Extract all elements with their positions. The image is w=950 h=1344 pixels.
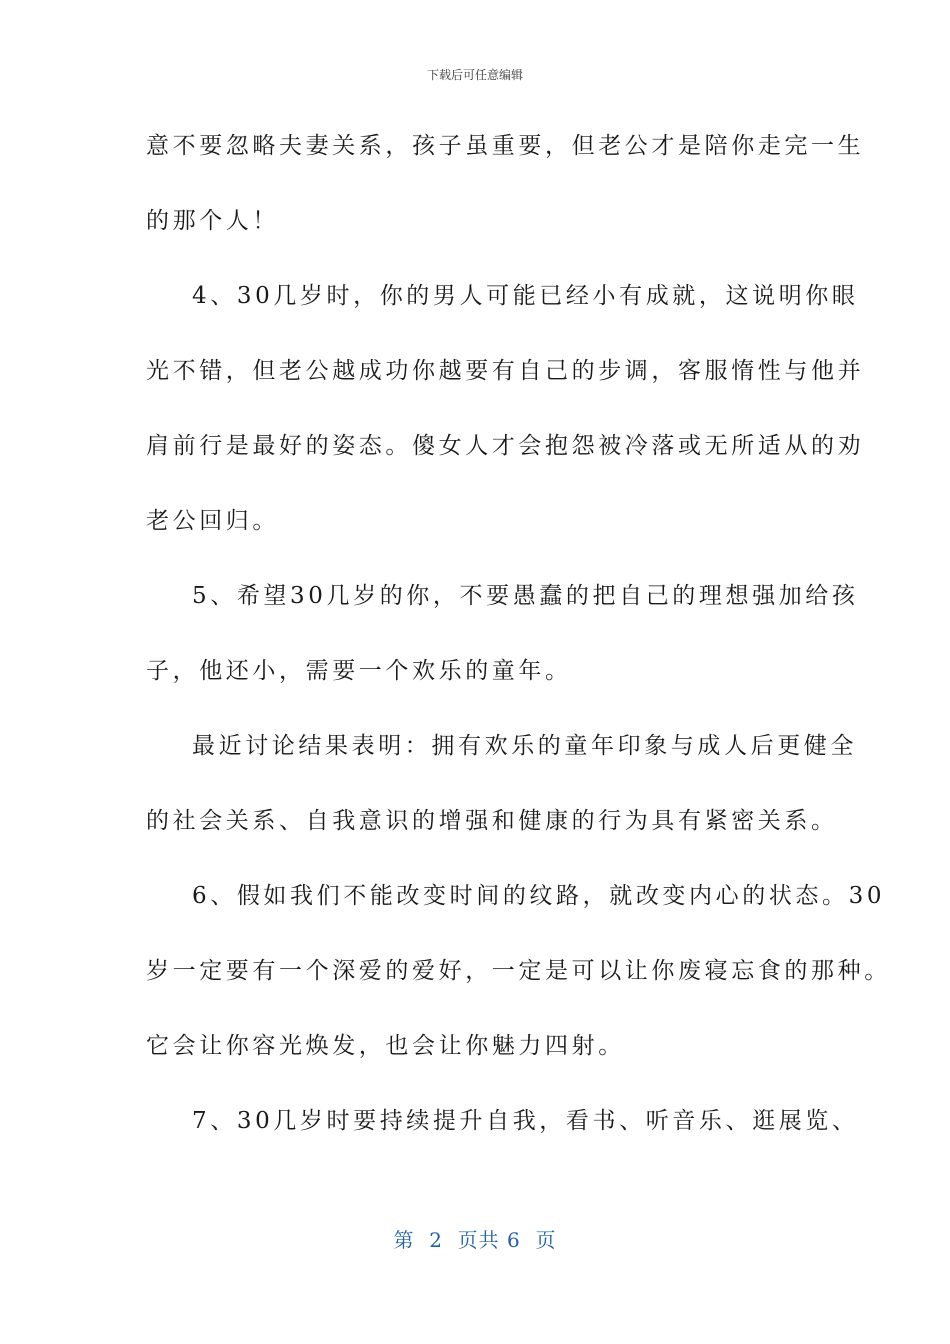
page-footer: 第 2 页共 6 页 [393,1228,557,1252]
text-line: 的社会关系、自我意识的增强和健康的行为具有紧密关系。 [146,808,838,834]
text-line: 的那个人！ [146,208,279,234]
text-line: 意不要忽略夫妻关系，孩子虽重要，但老公才是陪你走完一生 [146,133,865,159]
text-line: 光不错，但老公越成功你越要有自己的步调，客服惰性与他并 [146,358,865,384]
paragraph-start-line: 7、30几岁时要持续提升自我，看书、听音乐、逛展览、 [192,1108,859,1134]
text-line: 肩前行是最好的姿态。傻女人才会抱怨被冷落或无所适从的劝 [146,433,865,459]
paragraph-start-line: 最近讨论结果表明：拥有欢乐的童年印象与成人后更健全 [192,733,857,759]
page-header: 下载后可任意编辑 [426,68,523,82]
paragraph-start-line: 5、希望30几岁的你，不要愚蠢的把自己的理想强加给孩 [192,583,859,609]
document-body [146,119,891,1169]
text-line: 子，他还小，需要一个欢乐的童年。 [146,658,572,684]
text-line: 它会让你容光焕发，也会让你魅力四射。 [146,1033,625,1059]
paragraph-start-line: 6、假如我们不能改变时间的纹路，就改变内心的状态。30 [192,883,886,909]
paragraph-start-line: 4、30几岁时，你的男人可能已经小有成就，这说明你眼 [192,283,859,309]
text-line: 老公回归。 [146,508,279,534]
text-line: 岁一定要有一个深爱的爱好，一定是可以让你废寝忘食的那种。 [146,958,891,984]
